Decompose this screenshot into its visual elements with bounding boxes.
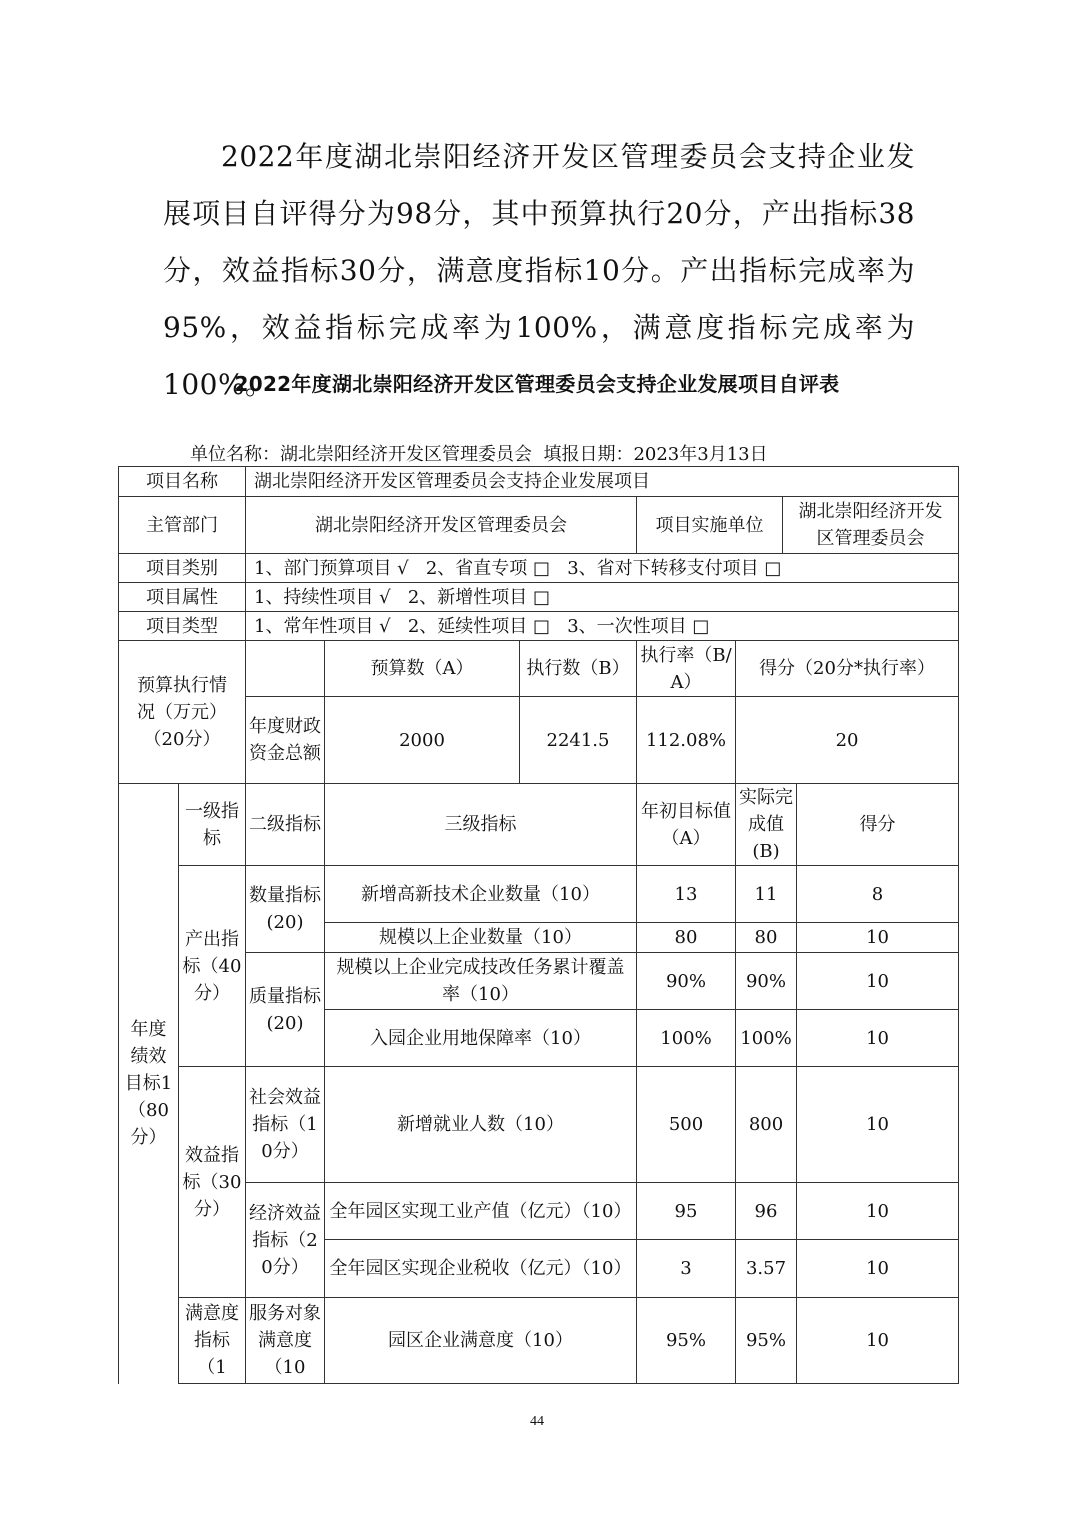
indicator-name-6: 全年园区实现工业产值（亿元）（10） <box>325 1183 637 1240</box>
perf-header-actual: 实际完成值(B) <box>736 784 797 866</box>
perf-target-label: 年度绩效目标1（80分） <box>119 784 179 1384</box>
satisfaction-indicator-label: 满意度指标（1 <box>179 1298 246 1384</box>
fill-date: 填报日期：2023年3月13日 <box>543 444 768 465</box>
budget-value-score: 20 <box>736 697 959 784</box>
indicator-target-6: 95 <box>637 1183 736 1240</box>
service-satisfaction-label: 服务对象满意度（10 <box>246 1298 325 1384</box>
category-label: 项目类别 <box>119 554 246 583</box>
category-options <box>246 554 959 583</box>
budget-value-a: 2000 <box>325 697 520 784</box>
type-label: 项目类型 <box>119 612 246 641</box>
indicator-actual-5: 800 <box>736 1067 797 1183</box>
output-indicator-label: 产出指标（40分） <box>179 866 246 1067</box>
indicator-actual-6: 96 <box>736 1183 797 1240</box>
budget-header-a: 预算数（A） <box>325 641 520 697</box>
self-evaluation-table <box>118 466 959 1384</box>
budget-row-label: 年度财政资金总额 <box>246 697 325 784</box>
perf-header-level3: 三级指标 <box>325 784 637 866</box>
perf-header-score: 得分 <box>797 784 959 866</box>
budget-header-b: 执行数（B） <box>520 641 637 697</box>
budget-header-score: 得分（20分*执行率） <box>736 641 959 697</box>
impl-value: 湖北崇阳经济开发区管理委员会 <box>783 497 959 554</box>
indicator-target-7: 3 <box>637 1240 736 1298</box>
indicator-name-2: 规模以上企业数量（10） <box>325 923 637 953</box>
indicator-score-1: 8 <box>797 866 959 923</box>
budget-value-rate: 112.08% <box>637 697 736 784</box>
indicator-target-3: 90% <box>637 953 736 1010</box>
indicator-score-3: 10 <box>797 953 959 1010</box>
indicator-actual-8: 95% <box>736 1298 797 1384</box>
table-title: 2022年度湖北崇阳经济开发区管理委员会支持企业发展项目自评表 <box>234 372 840 396</box>
budget-value-b: 2241.5 <box>520 697 637 784</box>
page-number: 44 <box>530 1414 544 1429</box>
indicator-actual-4: 100% <box>736 1010 797 1067</box>
category-option-3: 3、省对下转移支付项目 □ <box>567 557 782 579</box>
budget-label: 预算执行情况（万元）（20分） <box>119 641 246 784</box>
quantity-indicator-label: 数量指标(20) <box>246 866 325 953</box>
social-benefit-label: 社会效益指标（10分） <box>246 1067 325 1183</box>
perf-header-target: 年初目标值（A） <box>637 784 736 866</box>
dept-label: 主管部门 <box>119 497 246 554</box>
project-name-value: 湖北崇阳经济开发区管理委员会支持企业发展项目 <box>246 467 959 497</box>
attribute-options <box>246 583 959 612</box>
economic-benefit-label: 经济效益指标（20分） <box>246 1183 325 1298</box>
indicator-target-1: 13 <box>637 866 736 923</box>
indicator-name-5: 新增就业人数（10） <box>325 1067 637 1183</box>
type-options <box>246 612 959 641</box>
category-option-1: 1、部门预算项目 √ <box>254 557 409 579</box>
project-name-label: 项目名称 <box>119 467 246 497</box>
indicator-name-7: 全年园区实现企业税收（亿元）（10） <box>325 1240 637 1298</box>
indicator-name-8: 园区企业满意度（10） <box>325 1298 637 1384</box>
indicator-score-5: 10 <box>797 1067 959 1183</box>
form-meta <box>190 440 950 466</box>
budget-header-blank <box>246 641 325 697</box>
type-option-3: 3、一次性项目 □ <box>567 615 710 637</box>
indicator-target-8: 95% <box>637 1298 736 1384</box>
indicator-actual-3: 90% <box>736 953 797 1010</box>
indicator-score-4: 10 <box>797 1010 959 1067</box>
dept-value: 湖北崇阳经济开发区管理委员会 <box>246 497 637 554</box>
indicator-target-4: 100% <box>637 1010 736 1067</box>
intro-text: 2022年度湖北崇阳经济开发区管理委员会支持企业发展项目自评得分为98分，其中预算执行20分，产出指标38分，效益指标30分，满意度指标10分。产出指标完成率为95%，效益指标完成率为100%，满意度指标完成率为100%。 <box>163 140 915 401</box>
indicator-actual-2: 80 <box>736 923 797 953</box>
indicator-name-1: 新增高新技术企业数量（10） <box>325 866 637 923</box>
perf-header-level2: 二级指标 <box>246 784 325 866</box>
indicator-target-2: 80 <box>637 923 736 953</box>
indicator-name-4: 入园企业用地保障率（10） <box>325 1010 637 1067</box>
attribute-option-1: 1、持续性项目 √ <box>254 586 391 608</box>
attribute-option-2: 2、新增性项目 □ <box>407 586 551 608</box>
benefit-indicator-label: 效益指标（30分） <box>179 1067 246 1298</box>
type-option-2: 2、延续性项目 □ <box>407 615 551 637</box>
attribute-label: 项目属性 <box>119 583 246 612</box>
category-option-2: 2、省直专项 □ <box>425 557 551 579</box>
impl-label: 项目实施单位 <box>637 497 783 554</box>
indicator-target-5: 500 <box>637 1067 736 1183</box>
indicator-score-7: 10 <box>797 1240 959 1298</box>
indicator-score-6: 10 <box>797 1183 959 1240</box>
perf-header-level1: 一级指标 <box>179 784 246 866</box>
unit-name: 单位名称：湖北崇阳经济开发区管理委员会 <box>190 444 532 465</box>
type-option-1: 1、常年性项目 √ <box>254 615 391 637</box>
budget-header-rate: 执行率（B/A） <box>637 641 736 697</box>
indicator-name-3: 规模以上企业完成技改任务累计覆盖率（10） <box>325 953 637 1010</box>
indicator-actual-7: 3.57 <box>736 1240 797 1298</box>
quality-indicator-label: 质量指标(20) <box>246 953 325 1067</box>
indicator-score-2: 10 <box>797 923 959 953</box>
indicator-score-8: 10 <box>797 1298 959 1384</box>
indicator-actual-1: 11 <box>736 866 797 923</box>
